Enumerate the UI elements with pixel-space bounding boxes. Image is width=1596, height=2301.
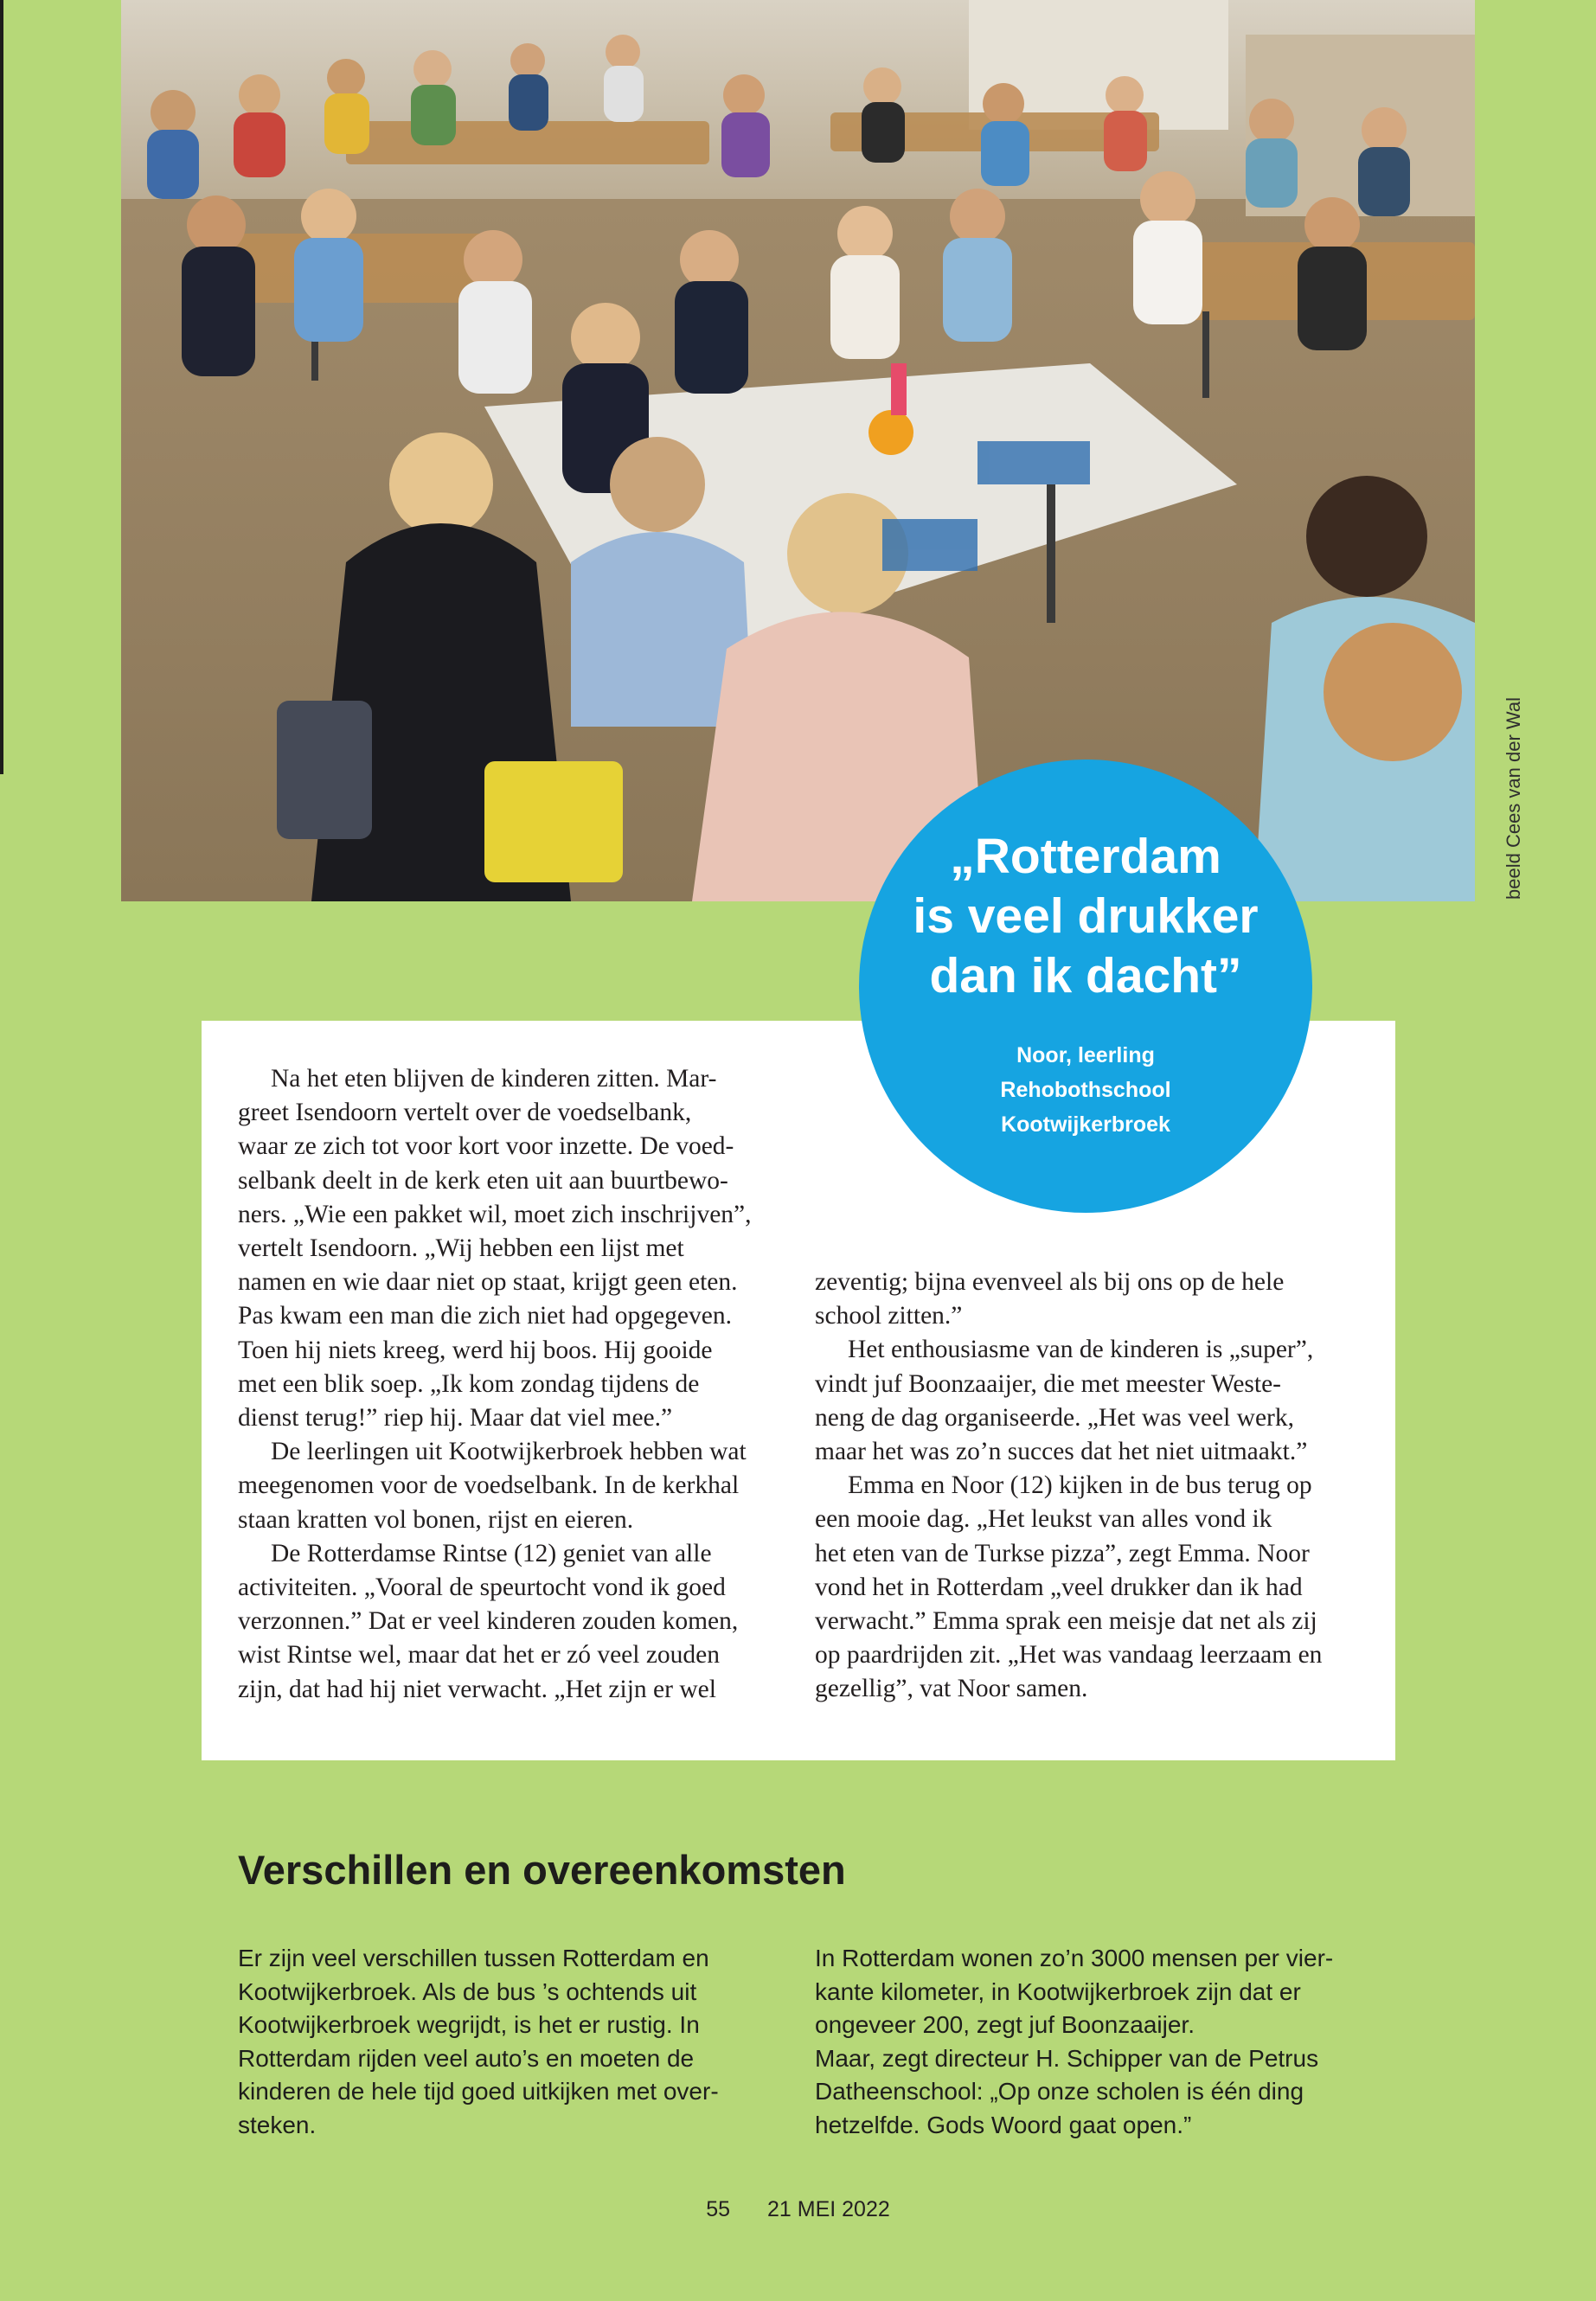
paragraph: zeventig; bijna evenveel als bij ons op de hele school zitten.” <box>815 1268 1285 1330</box>
paragraph: Emma en Noor (12) kijken in de bus terug op een mooie dag. „Het leukst van alles vond ik het eten van de Turkse pizza”, zegt Emma. Noor vond het in Rotterdam „veel drukker dan ik had verwacht.” Emma sprak een meisje dat net als zij op paardrijden zit. „Het was vandaag leerzaam en gezellig”, vat Noor samen. <box>815 1471 1323 1703</box>
paragraph: In Rotterdam wonen zo’n 3000 mensen per vier- kante kilometer, in Kootwijkerbroek zijn dat er ongeveer 200, zegt juf Boonzaaijer. Maar, zegt directeur H. Schipper van de Petrus Datheenschool: „Op onze scholen is één ding hetzelfde. Gods Woord gaat open.” <box>815 1945 1334 2138</box>
article-column-right <box>815 1266 1360 1707</box>
paragraph: Na het eten blijven de kinderen zitten. Mar- greet Isendoorn vertelt over de voedselbank, waar ze zich tot voor kort voor inzette. De voed- selbank deelt in de kerk eten uit aan buurtbewo- ners. „Wie een pakket wil, moet zich inschrijven”, vertelt Isendoorn. „Wij hebben een lijst met namen en wie daar niet op staat, krijgt geen eten. Pas kwam een man die zich niet had opgegeven. Toen hij niets kreeg, werd hij boos. Hij gooide met een blik soep. „Ik kom zondag tijdens de dienst terug!” riep hij. Maar dat viel mee.” <box>238 1065 752 1433</box>
paragraph: De leerlingen uit Kootwijkerbroek hebben wat meegenomen voor de voedselbank. In de kerkhal staan kratten vol bonen, rijst en eieren. <box>238 1438 747 1534</box>
classroom-photo-illustration <box>121 0 1475 901</box>
article-photo <box>121 0 1475 901</box>
page-footer <box>0 2197 1596 2222</box>
section-heading: Verschillen en overeenkomsten <box>238 1847 846 1893</box>
article-column-left <box>238 1062 783 1707</box>
paragraph: De Rotterdamse Rintse (12) geniet van alle activiteiten. „Vooral de speurtocht vond ik goed verzonnen.” Dat er veel kinderen zouden komen, wist Rintse wel, maar dat het er zó veel zouden zijn, dat had hij niet verwacht. „Het zijn er wel <box>238 1539 739 1703</box>
photo-credit: beeld Cees van der Wal <box>1503 697 1524 900</box>
pull-quote-attribution: Noor, leerling Rehobothschool Kootwijkerbroek <box>1000 1043 1171 1137</box>
section-column-left <box>238 1942 792 2143</box>
pull-quote-text: „Rotterdam is veel drukker dan ik dacht” <box>913 829 1259 1003</box>
pull-quote <box>859 760 1312 1213</box>
paragraph: Het enthousiasme van de kinderen is „super”, vindt juf Boonzaaijer, die met meester Weste- neng de dag organiseerde. „Het was veel werk, maar het was zo’n succes dat het niet uitmaakt.” <box>815 1336 1314 1466</box>
issue-date: 21 MEI 2022 <box>767 2197 890 2221</box>
section-column-right <box>815 1942 1368 2143</box>
page-number: 55 <box>706 2197 731 2221</box>
paragraph: Er zijn veel verschillen tussen Rotterdam en Kootwijkerbroek. Als de bus ’s ochtends uit Kootwijkerbroek wegrijdt, is het er rustig. In Rotterdam rijden veel auto’s en moeten de kinderen de hele tijd goed uitkijken met over- steken. <box>238 1945 719 2138</box>
left-margin-rule <box>0 0 3 774</box>
